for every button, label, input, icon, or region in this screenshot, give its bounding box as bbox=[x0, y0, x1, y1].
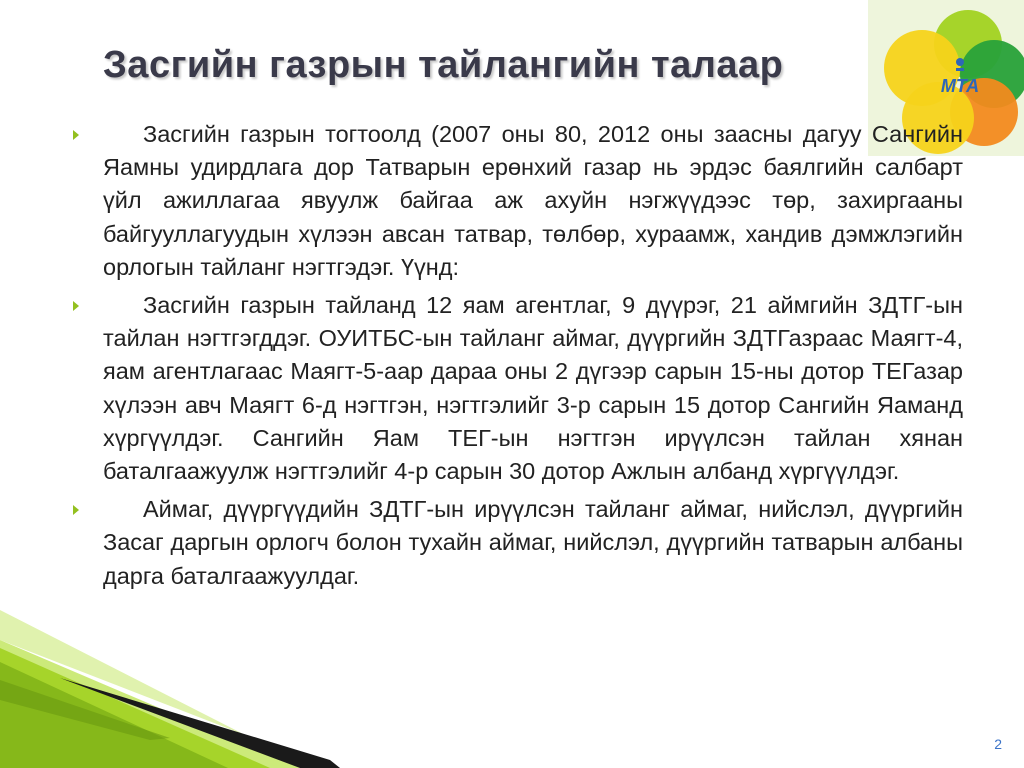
bullet-text: Засгийн газрын тогтоолд (2007 оны 80, 2012 оны заасны дагуу Сангийн Яамны удирдлага дор Татварын ерөнхий газар нь эрдэс баялгийн салбарт үйл ажиллагаа явуулж байгаа аж ахуйн нэгжүүдээс төр, захиргааны байгууллагуудын хүлээн авсан татвар, төлбөр, хураамж, хандив дэмжлэгийн орлогын тайланг нэгтгэдэг. Үүнд: bbox=[103, 121, 963, 280]
bullet-list bbox=[103, 118, 963, 598]
bullet-arrow-icon bbox=[73, 505, 79, 515]
page-number: 2 bbox=[994, 736, 1002, 752]
bullet-item bbox=[103, 493, 963, 593]
bullet-text: Засгийн газрын тайланд 12 яам агентлаг, 9 дүүрэг, 21 аймгийн ЗДТГ-ын тайлан нэгтгэгддэг. ОУИТБС-ын тайланг аймаг, дүүргийн ЗДТГазраас Маягт-4, яам агентлагаас Маягт-5-аар дараа оны 2 дүгээр сарын 15-ны дотор ТЕГазар хүлээн авч Маягт 6-д нэгтгэн, нэгтгэлийг 3-р сарын 15 дотор Сангийн Яаманд хүргүүлдэг. Сангийн Яам ТЕГ-ын нэгтгэн ирүүлсэн тайлан хянан баталгаажуулж нэгтгэлийг 4-р сарын 30 дотор Ажлын албанд хүргүүлдэг. bbox=[103, 292, 963, 485]
bullet-arrow-icon bbox=[73, 130, 79, 140]
logo-text: МТА bbox=[940, 76, 980, 96]
bullet-item bbox=[103, 118, 963, 284]
bullet-arrow-icon bbox=[73, 301, 79, 311]
bullet-item bbox=[103, 289, 963, 488]
bullet-text: Аймаг, дүүргүүдийн ЗДТГ-ын ирүүлсэн тайланг аймаг, нийслэл, дүүргийн Засаг даргын орлогч болон тухайн аймаг, нийслэл, дүүргийн татварын албаны дарга баталгаажуулдаг. bbox=[103, 496, 963, 589]
slide-title: Засгийн газрын тайлангийн талаар bbox=[103, 44, 784, 86]
